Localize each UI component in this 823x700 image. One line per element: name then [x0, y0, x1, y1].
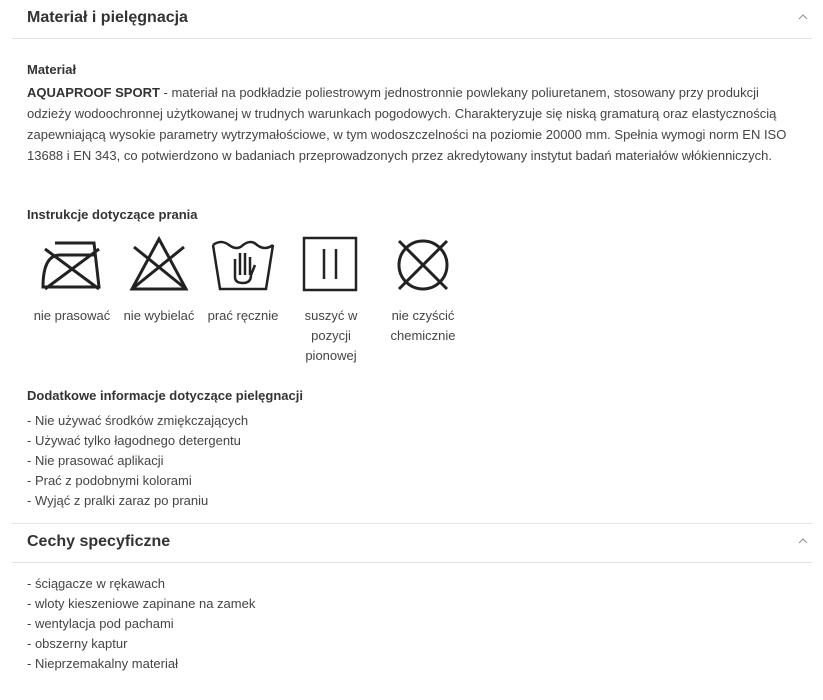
list-item: - Nie prasować aplikacji: [27, 453, 164, 468]
care-list: [27, 411, 248, 511]
care-symbol-hand-wash: [199, 235, 287, 326]
material-brand: AQUAPROOF SPORT: [27, 85, 160, 100]
list-item: - Nie używać środków zmiękczających: [27, 413, 249, 428]
care-symbol-drip-dry: [287, 235, 375, 366]
care-heading: Dodatkowe informacje dotyczące pielęgnacji: [27, 388, 303, 403]
care-label: prać ręcznie: [207, 308, 279, 323]
material-text: - materiał na podkładzie poliestrowym jednostronnie powlekany poliuretanem, stosowany przy produkcji odzieży wodoochronnej użytkowanej w trudnych warunkach pogodowych. Charakteryzuje się niską gramaturą oraz elastycznością zapewniającą wysokie parametry wytrzymałościowe, w tym wodoszczelności na poziomie 20000 mm. Spełnia wymogi norm EN ISO 13688 i EN 343, co potwierdzono w badaniach przeprowadzonych przez akredytowany instytut badań materiałów włókienniczych.: [27, 85, 787, 163]
care-label: nie czyścić chemicznie: [390, 308, 456, 343]
features-list: [27, 574, 255, 674]
no-dry-clean-icon: [391, 235, 455, 293]
no-bleach-icon: [128, 235, 190, 293]
care-label: suszyć w pozycji pionowej: [304, 308, 358, 363]
list-item: - obszerny kaptur: [27, 636, 128, 651]
section-title: Cechy specyficzne: [27, 533, 171, 550]
list-item: - wloty kieszeniowe zapinane na zamek: [27, 596, 256, 611]
specific-features-header[interactable]: [12, 524, 812, 563]
list-item: - Wyjąć z pralki zaraz po praniu: [27, 493, 209, 508]
material-care-header[interactable]: [12, 0, 812, 39]
care-symbol-no-iron: [28, 235, 116, 326]
material-description: [27, 82, 802, 166]
care-label: nie wybielać: [123, 308, 195, 323]
list-item: - ściągacze w rękawach: [27, 576, 165, 591]
list-item: - Nieprzemakalny materiał: [27, 656, 178, 671]
chevron-up-icon[interactable]: [796, 534, 810, 548]
list-item: - Prać z podobnymi kolorami: [27, 473, 192, 488]
section-title: Materiał i pielęgnacja: [27, 9, 188, 26]
no-iron-icon: [39, 235, 105, 293]
list-item: - wentylacja pod pachami: [27, 616, 174, 631]
hand-wash-icon: [211, 235, 275, 293]
care-symbol-no-bleach: [115, 235, 203, 326]
care-label: nie prasować: [33, 308, 111, 323]
washing-heading: Instrukcje dotyczące prania: [27, 207, 198, 222]
list-item: - Używać tylko łagodnego detergentu: [27, 433, 241, 448]
care-symbol-no-dry-clean: [379, 235, 467, 346]
material-heading: Materiał: [27, 62, 77, 77]
chevron-up-icon[interactable]: [796, 10, 810, 24]
drip-dry-icon: [302, 235, 360, 293]
